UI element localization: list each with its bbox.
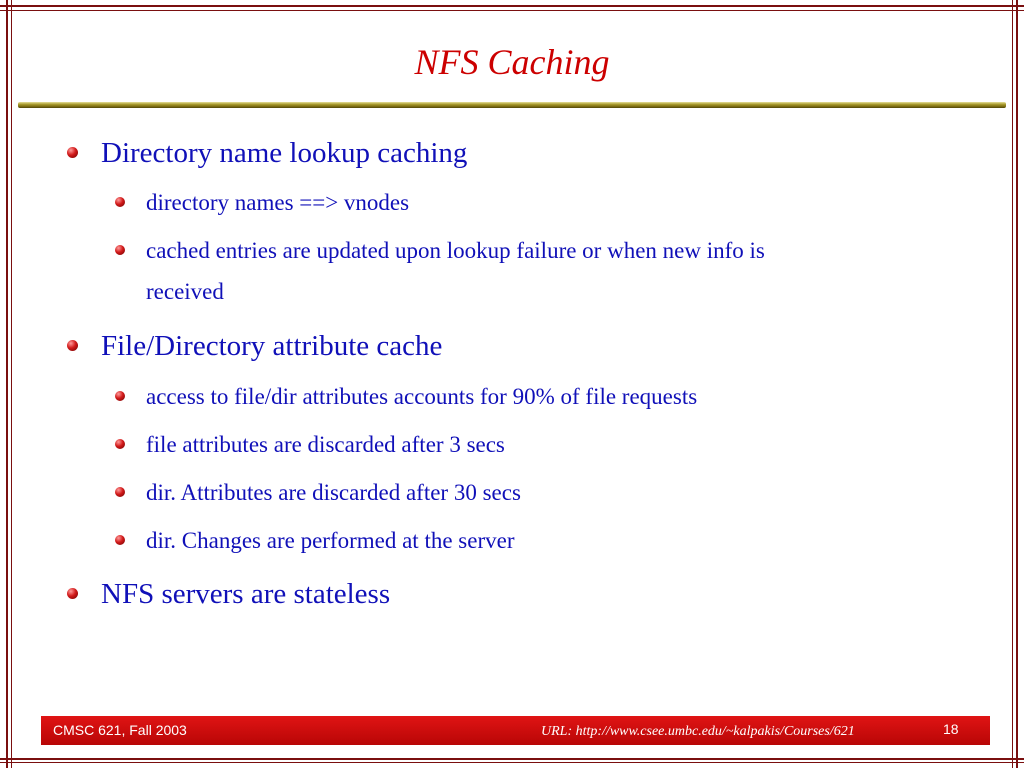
bullet-icon: [67, 147, 78, 158]
bullet-item: [101, 135, 467, 171]
bullet-icon: [67, 340, 78, 351]
bullet-text: NFS servers are stateless: [101, 578, 391, 610]
sub-bullet-icon: [115, 535, 125, 545]
frame-top-line: [0, 5, 1024, 7]
sub-bullet-text: received: [146, 279, 224, 304]
title-divider: [18, 102, 1006, 108]
sub-bullet-icon: [115, 487, 125, 497]
sub-bullet-item: [146, 230, 765, 271]
frame-bottom-line: [0, 758, 1024, 760]
sub-bullet-item: [146, 520, 514, 561]
footer-course: CMSC 621, Fall 2003: [53, 722, 187, 738]
sub-bullet-icon: [115, 439, 125, 449]
sub-bullet-item: [146, 182, 409, 223]
sub-bullet-icon: [115, 391, 125, 401]
frame-left-line-inner: [11, 0, 12, 768]
frame-bottom-line-inner: [0, 762, 1024, 763]
frame-right-line-inner: [1012, 0, 1013, 768]
bullet-item: [101, 576, 390, 612]
frame-top-line-inner: [0, 10, 1024, 11]
sub-bullet-text: file attributes are discarded after 3 secs: [146, 432, 505, 457]
bullet-text: Directory name lookup caching: [101, 137, 468, 169]
sub-bullet-text: dir. Changes are performed at the server: [146, 528, 515, 553]
sub-bullet-continuation: [146, 271, 224, 312]
sub-bullet-text: access to file/dir attributes accounts for 90% of file requests: [146, 384, 698, 409]
sub-bullet-item: [146, 472, 521, 513]
frame-right-line: [1016, 0, 1018, 768]
footer-bar: [41, 716, 990, 745]
bullet-text: File/Directory attribute cache: [101, 330, 443, 362]
slide-title: NFS Caching: [414, 42, 610, 82]
sub-bullet-text: cached entries are updated upon lookup failure or when new info is: [146, 238, 765, 263]
sub-bullet-text: directory names ==> vnodes: [146, 190, 410, 215]
sub-bullet-icon: [115, 197, 125, 207]
sub-bullet-icon: [115, 245, 125, 255]
bullet-icon: [67, 588, 78, 599]
bullet-item: [101, 328, 442, 364]
footer-url: URL: http://www.csee.umbc.edu/~kalpakis/Courses/621: [541, 724, 855, 739]
page-number: 18: [943, 721, 959, 737]
frame-left-line: [6, 0, 8, 768]
sub-bullet-item: [146, 424, 505, 465]
sub-bullet-text: dir. Attributes are discarded after 30 secs: [146, 480, 521, 505]
sub-bullet-item: [146, 376, 697, 417]
